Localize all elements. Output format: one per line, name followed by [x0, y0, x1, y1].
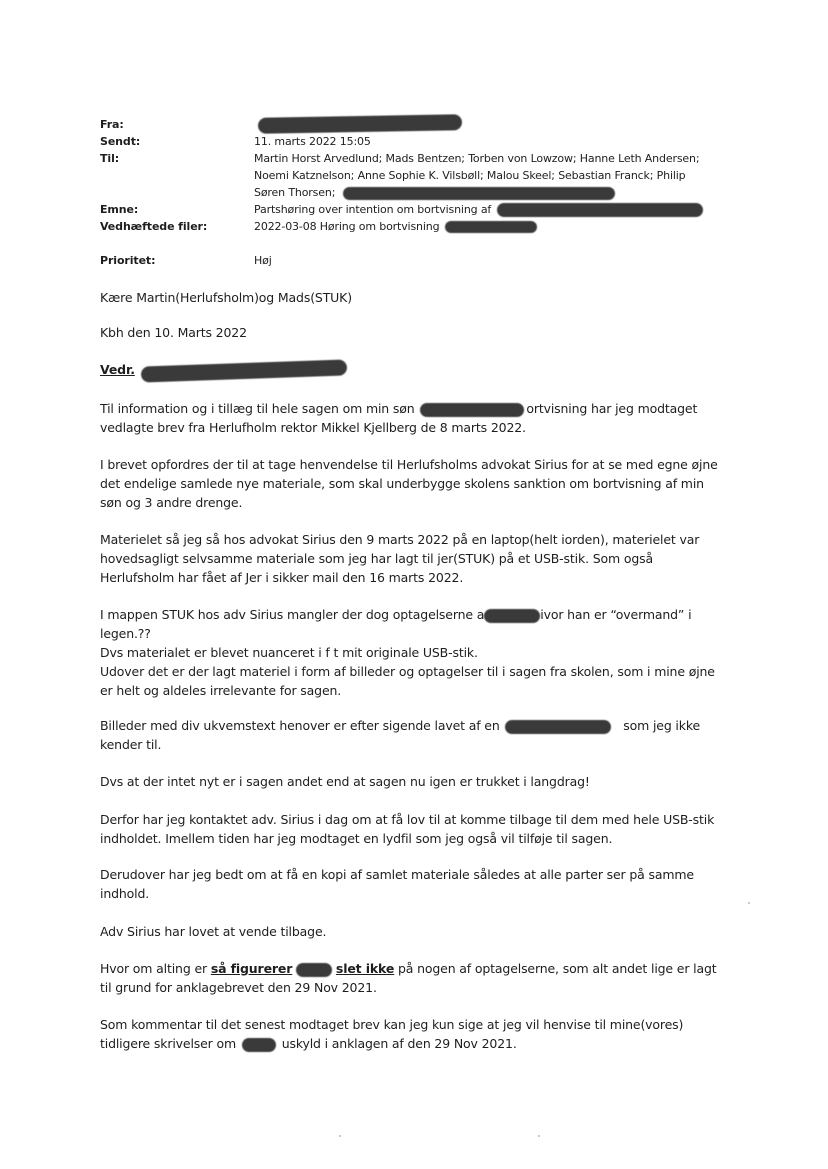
paragraph-1-end: ortvisning har jeg modtaget vedlagte brev fra Herlufholm rektor Mikkel Kjellberg de 8 marts 2022. — [100, 401, 698, 435]
re-redaction — [140, 359, 346, 382]
to-value — [254, 150, 704, 201]
attachments-label: Vedhæftede filer: — [100, 220, 208, 233]
scan-speck — [339, 1135, 341, 1137]
attachments-text: 2022-03-08 Høring om bortvisning — [254, 220, 440, 233]
to-label: Til: — [100, 152, 120, 165]
paragraph-4-line-2: Dvs materialet er blevet nuanceret i f t mit originale USB-stik. — [100, 645, 478, 660]
paragraph-5 — [100, 716, 720, 754]
paragraph-11-end: uskyld i anklagen af den 29 Nov 2021. — [281, 1036, 517, 1051]
attachments-value — [254, 218, 714, 235]
re-line — [100, 360, 720, 379]
paragraph-5-end: som jeg ikke kender til. — [100, 718, 701, 752]
from-label: Fra: — [100, 118, 124, 131]
paragraph-1-start: Til information og i tillæg til hele sagen om min søn — [100, 401, 415, 416]
son-redaction — [420, 403, 524, 417]
priority-value: Høj — [254, 254, 272, 267]
name-redaction-3 — [296, 963, 332, 977]
to-redaction — [343, 187, 615, 200]
subject-redaction — [497, 203, 703, 217]
paragraph-11-start: Som kommentar til det senest modtaget brev kan jeg kun sige at jeg vil henvise til mine(vores) tidligere skrivelser om — [100, 1017, 684, 1051]
name-redaction-4 — [242, 1038, 276, 1052]
paragraph-1 — [100, 399, 720, 437]
name-redaction-2 — [505, 720, 611, 734]
scan-speck — [538, 1135, 540, 1137]
dateline: Kbh den 10. Marts 2022 — [100, 325, 247, 340]
paragraph-9: Adv Sirius har lovet at vende tilbage. — [100, 924, 327, 939]
paragraph-5-start: Billeder med div ukvemstext henover er efter sigende lavet af en — [100, 718, 500, 733]
paragraph-11 — [100, 1015, 720, 1053]
scan-speck — [748, 902, 750, 904]
paragraph-4-line-3: Udover det er der lagt materiel i form af billeder og optagelser til i sagen fra skolen, som i mine øjne er helt og aldeles irrelevante for sagen. — [100, 664, 715, 698]
attachments-redaction — [445, 221, 537, 233]
paragraph-10-end: på nogen af optagelserne, som alt andet lige er lagt til grund for anklagebrevet den 29 Nov 2021. — [100, 961, 717, 995]
name-redaction-1 — [484, 609, 540, 623]
sent-value: 11. marts 2022 15:05 — [254, 135, 371, 148]
subject-text: Partshøring over intention om bortvisning af — [254, 203, 492, 216]
emphasis-figurerer: så figurerer — [210, 961, 293, 976]
subject-label: Emne: — [100, 203, 139, 216]
subject-value — [254, 201, 714, 218]
from-redaction — [258, 114, 462, 134]
to-recipients: Martin Horst Arvedlund; Mads Bentzen; Torben von Lowzow; Hanne Leth Andersen; Noemi Katznelson; Anne Sophie K. Vilsbøll; Malou Skeel; Sebastian Franck; Philip Søren Thorsen; — [254, 152, 700, 199]
paragraph-2: I brevet opfordres der til at tage henvendelse til Herlufsholms advokat Sirius for at se med egne øjne det endelige samlede nye materiale, som skal underbygge skolens sanktion om bortvisning af min søn og 3 andre drenge. — [100, 457, 718, 510]
paragraph-3: Materielet så jeg så hos advokat Sirius den 9 marts 2022 på en laptop(helt iorden), materielet var hovedsagligt selvsamme materiale som jeg har lagt til jer(STUK) på et USB-stik. Som også Herlufsholm har fået af Jer i sikker mail den 16 marts 2022. — [100, 532, 700, 585]
sent-label: Sendt: — [100, 135, 141, 148]
paragraph-4-continued: ivor han er “overmand” i legen.?? — [100, 607, 692, 641]
paragraph-4 — [100, 605, 720, 700]
paragraph-6: Dvs at der intet nyt er i sagen andet end at sagen nu igen er trukket i langdrag! — [100, 774, 590, 789]
re-label: Vedr. — [100, 362, 135, 377]
paragraph-8: Derudover har jeg bedt om at få en kopi af samlet materiale således at alle parter ser på samme indhold. — [100, 867, 694, 901]
priority-label: Prioritet: — [100, 254, 156, 267]
emphasis-slet-ikke: slet ikke — [335, 961, 395, 976]
paragraph-10 — [100, 959, 720, 997]
greeting: Kære Martin(Herlufsholm)og Mads(STUK) — [100, 290, 352, 305]
paragraph-4-start: I mappen STUK hos adv Sirius mangler der dog optagelserne a — [100, 607, 485, 622]
paragraph-10-start: Hvor om alting er — [100, 961, 207, 976]
paragraph-7: Derfor har jeg kontaktet adv. Sirius i dag om at få lov til at komme tilbage til dem med hele USB-stik indholdet. Imellem tiden har jeg modtaget en lydfil som jeg også vil tilføje til sagen. — [100, 812, 715, 846]
